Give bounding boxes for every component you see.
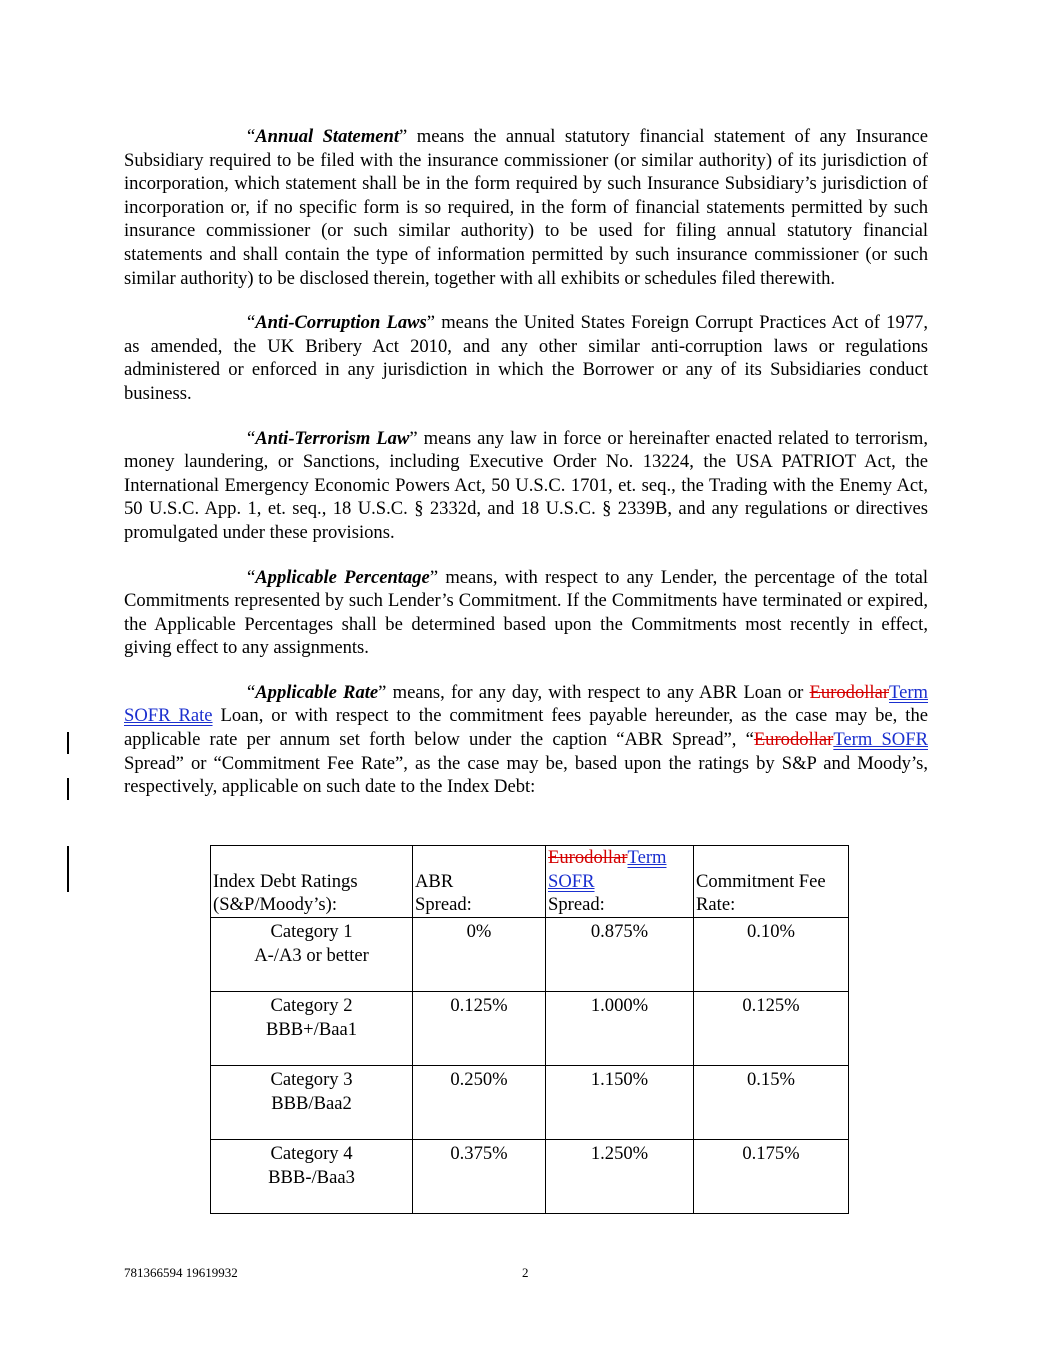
sofr-cell: 1.250% <box>546 1140 694 1214</box>
defined-term: Anti-Terrorism Law <box>255 427 410 449</box>
table-header-row <box>211 846 849 918</box>
change-bar <box>67 732 69 754</box>
header-abr-spread <box>413 846 546 918</box>
fee-cell: 0.15% <box>694 1066 849 1140</box>
rating-cell <box>211 1066 413 1140</box>
header-label: Commitment Fee <box>696 870 826 892</box>
definition-text: means, for any day, with respect to any ABR Loan or <box>392 681 804 703</box>
inserted-text: Term SOFR Rate <box>124 681 928 727</box>
fee-cell: 0.175% <box>694 1140 849 1214</box>
definition-anti-terrorism-law: “Anti-Terrorism Law” means any law in force or hereinafter enacted related to terrorism, money laundering, or Sanctions, including Executive Order No. 13224, the USA PATRIOT Act, the International Emergency Economic Powers Act, 50 U.S.C. 1701, et. seq., the Trading with the Enemy Act, 50 U.S.C. App. 1, et. seq., 18 U.S.C. § 2332d, and 18 U.S.C. § 2339B, and any regulations or directives promulgated under these provisions. <box>124 427 928 543</box>
deleted-text: Eurodollar <box>548 847 628 869</box>
sofr-cell: 1.000% <box>546 992 694 1066</box>
table-row <box>211 992 849 1066</box>
definition-text: means, with respect to any Lender, the percentage of the total Commitments represented by such Lender’s Commitment. If the Commitments have terminated or expired, the Applicable Percentages shall be determined based upon the Commitments most recently in effect, giving effect to any assignments. <box>124 566 928 659</box>
header-label: (S&P/Moody’s): <box>213 894 337 916</box>
definition-text: means the United States Foreign Corrupt Practices Act of 1977, as amended, the UK Bribery Act 2010, and any other similar anti-corruption laws or regulations administered or enforced in any jurisdiction in which the Borrower or any of its Subsidiaries conduct business. <box>124 312 928 404</box>
header-label: Spread: <box>415 894 472 916</box>
inserted-text: Term SOFR <box>833 729 928 751</box>
table-row <box>211 918 849 992</box>
page-number: 2 <box>522 1265 529 1280</box>
document-body <box>124 125 928 820</box>
table-row <box>211 1066 849 1140</box>
sofr-cell: 1.150% <box>546 1066 694 1140</box>
definition-applicable-percentage: “Applicable Percentage” means, with respect to any Lender, the percentage of the total Commitments represented by such Lender’s Commitment. If the Commitments have terminated or expired, the Applicable Percentages shall be determined based upon the Commitments most recently in effect, giving effect to any assignments. <box>124 566 928 659</box>
rating-label: BBB-/Baa3 <box>268 1166 355 1188</box>
deleted-text: Eurodollar <box>753 729 834 751</box>
abr-cell: 0.250% <box>413 1066 546 1140</box>
definition-text: means the annual statutory financial statement of any Insurance Subsidiary required to be filed with the insurance commissioner (or similar authority) of its jurisdiction of incorporation, which statement shall be in the form required by such Insurance Subsidiary’s jurisdiction of incorporation or, if no specific form is so required, in the form of financial statements permitted by such insurance commissioner (or such similar authority) to be used for filing annual statutory financial statements and shall contain the type of information permitted by such insurance commissioner (or such similar authority) to be disclosed therein, together with all exhibits or schedules filed therewith. <box>124 126 929 289</box>
header-label: ABR <box>415 870 454 892</box>
defined-term: Applicable Percentage <box>255 566 430 588</box>
definition-text: Spread” or “Commitment Fee Rate”, as the case may be, based upon the ratings by S&P and Moody’s, respectively, applicable on such date to the Index Debt: <box>124 752 928 798</box>
definition-annual-statement: “Annual Statement” means the annual statutory financial statement of any Insurance Subsidiary required to be filed with the insurance commissioner (or similar authority) of its jurisdiction of incorporation, which statement shall be in the form required by such Insurance Subsidiary’s jurisdiction of incorporation or, if no specific form is so required, in the form of financial statements permitted by such insurance commissioner (or such similar authority) to be used for filing annual statutory financial statements and shall contain the type of information permitted by such insurance commissioner (or such similar authority) to be disclosed therein, together with all exhibits or schedules filed therewith. <box>124 126 929 289</box>
change-bar <box>67 778 69 800</box>
definition-anti-corruption-laws: “Anti-Corruption Laws” means the United States Foreign Corrupt Practices Act of 1977, as amended, the UK Bribery Act 2010, and any other similar anti-corruption laws or regulations administered or enforced in any jurisdiction in which the Borrower or any of its Subsidiaries conduct business. <box>124 312 928 404</box>
abr-cell: 0.375% <box>413 1140 546 1214</box>
rating-cell <box>211 918 413 992</box>
defined-term: Anti-Corruption Laws <box>255 312 427 334</box>
abr-cell: 0.125% <box>413 992 546 1066</box>
rating-label: BBB/Baa2 <box>271 1092 352 1114</box>
sofr-cell: 0.875% <box>546 918 694 992</box>
header-commitment-fee-rate <box>694 846 849 918</box>
header-label: Spread: <box>548 894 605 916</box>
defined-term: Annual Statement <box>255 126 400 147</box>
category-label: Category 3 <box>270 1069 353 1090</box>
definition-text: means any law in force or hereinafter enacted related to terrorism, money laundering, or Sanctions, including Executive Order No. 13224, the USA PATRIOT Act, the International Emergency Economic Powers Act, 50 U.S.C. 1701, et. seq., the Trading with the Enemy Act, 50 U.S.C. App. 1, et. seq., 18 U.S.C. § 2332d, and 18 U.S.C. § 2339B, and any regulations or directives promulgated under these provisions. <box>124 427 928 543</box>
rating-label: A-/A3 or better <box>254 944 369 966</box>
applicable-rate-table <box>210 845 849 1214</box>
abr-cell: 0% <box>413 918 546 992</box>
header-label: Index Debt Ratings <box>213 870 358 892</box>
rating-cell <box>211 992 413 1066</box>
document-id: 781366594 19619932 <box>124 1265 238 1280</box>
rating-label: BBB+/Baa1 <box>265 1018 358 1040</box>
definition-applicable-rate: “Applicable Rate” means, for any day, with respect to any ABR Loan or EurodollarTerm SOFR Rate Loan, or with respect to the commitment fees payable hereunder, as the case may be, the applicable rate per annum set forth below under the caption “ABR Spread”, “EurodollarTerm SOFR Spread” or “Commitment Fee Rate”, as the case may be, based upon the ratings by S&P and Moody’s, respectively, applicable on such date to the Index Debt: <box>124 681 928 798</box>
fee-cell: 0.10% <box>694 918 849 992</box>
header-label: Rate: <box>696 894 736 916</box>
category-label: Category 1 <box>270 921 353 942</box>
header-index-debt-ratings <box>211 846 413 918</box>
inserted-text: Term SOFR <box>548 847 667 892</box>
rating-cell <box>211 1140 413 1214</box>
category-label: Category 4 <box>270 1143 353 1164</box>
deleted-text: Eurodollar <box>809 681 890 703</box>
definition-text: Loan, or with respect to the commitment fees payable hereunder, as the case may be, the applicable rate per annum set forth below under the caption “ABR Spread”, “ <box>124 705 928 751</box>
category-label: Category 2 <box>270 995 353 1016</box>
table-row <box>211 1140 849 1214</box>
defined-term: Applicable Rate <box>255 681 379 703</box>
change-bar <box>67 846 69 892</box>
header-term-sofr-spread <box>546 846 694 918</box>
fee-cell: 0.125% <box>694 992 849 1066</box>
